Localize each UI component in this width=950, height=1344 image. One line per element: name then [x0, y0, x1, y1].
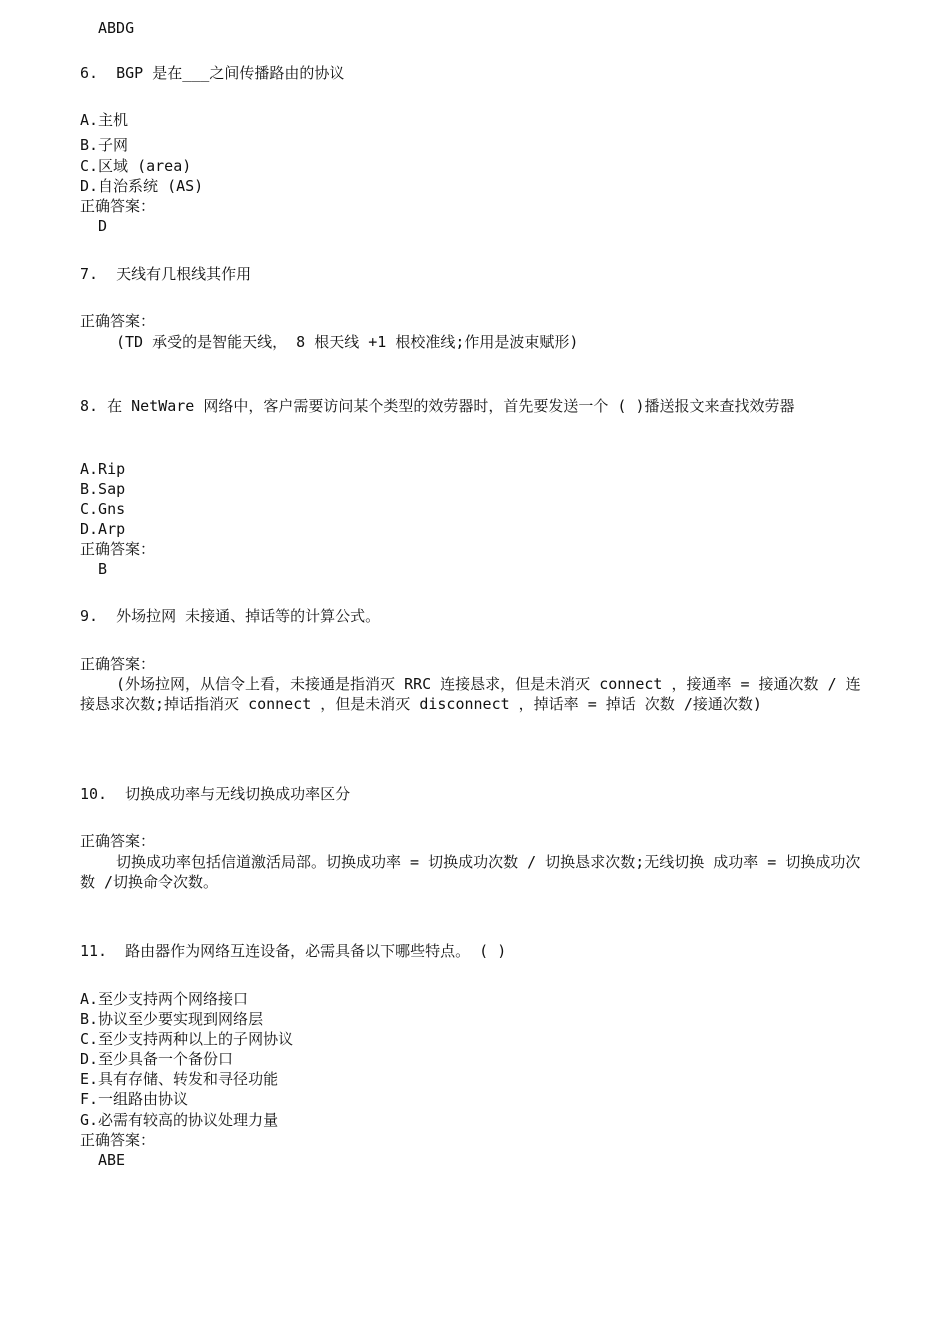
- question-6-answer-label: 正确答案：: [80, 197, 156, 215]
- question-8-option-b: B.Sap: [80, 480, 126, 498]
- question-11-answer-label: 正确答案：: [80, 1131, 156, 1149]
- question-11-option-g: G.必需有较高的协议处理力量: [80, 1111, 279, 1129]
- question-8-option-d: D.Arp: [80, 520, 126, 538]
- question-11-title: 11. 路由器作为网络互连设备，必需具备以下哪些特点。 ( ): [80, 942, 507, 960]
- question-10-answer: 切换成功率包括信道激活局部。切换成功率 = 切换成功次数 / 切换恳求次数;无线切换 成功率 = 切换成功次数 /切换命令次数。: [80, 853, 861, 891]
- question-6-answer: D: [98, 217, 108, 235]
- question-11-answer: ABE: [98, 1151, 126, 1169]
- question-8-answer-label: 正确答案：: [80, 540, 156, 558]
- question-10-title: 10. 切换成功率与无线切换成功率区分: [80, 785, 351, 803]
- question-7-answer: (TD 承受的是智能天线， 8 根天线 +1 根校准线;作用是波束赋形): [116, 333, 579, 351]
- question-9-title: 9. 外场拉网 未接通、掉话等的计算公式。: [80, 607, 381, 625]
- question-11-option-f: F.一组路由协议: [80, 1090, 189, 1108]
- question-9-answer-label: 正确答案：: [80, 655, 156, 673]
- question-11-option-d: D.至少具备一个备份口: [80, 1050, 234, 1068]
- question-7-title: 7. 天线有几根线其作用: [80, 265, 252, 283]
- question-10-answer-label: 正确答案：: [80, 832, 156, 850]
- question-11-option-b: B.协议至少要实现到网络层: [80, 1010, 264, 1028]
- question-6-option-c: C.区域 (area): [80, 157, 192, 175]
- question-11-option-c: C.至少支持两种以上的子网协议: [80, 1030, 294, 1048]
- question-6-title: 6. BGP 是在___之间传播路由的协议: [80, 64, 345, 82]
- question-9-answer: (外场拉网，从信令上看，未接通是指消灭 RRC 连接恳求，但是未消灭 connect ，接通率 = 接通次数 / 连接恳求次数;掉话指消灭 connect ，但是未消灭 disconnect ，掉话率 = 掉话 次数 /接通次数): [80, 675, 861, 713]
- question-8-answer: B: [98, 560, 108, 578]
- question-8-option-a: A.Rip: [80, 460, 126, 478]
- question-11-option-e: E.具有存储、转发和寻径功能: [80, 1070, 279, 1088]
- question-6-option-d: D.自治系统 (AS): [80, 177, 204, 195]
- prev-answer: ABDG: [98, 19, 135, 37]
- question-8-title: 8. 在 NetWare 网络中，客户需要访问某个类型的效劳器时，首先要发送一个 ( )播送报文来查找效劳器: [80, 397, 795, 415]
- question-6-option-b: B.子网: [80, 136, 129, 154]
- question-11-option-a: A.至少支持两个网络接口: [80, 990, 249, 1008]
- question-6-option-a: A.主机: [80, 111, 129, 129]
- question-8-option-c: C.Gns: [80, 500, 126, 518]
- question-7-answer-label: 正确答案：: [80, 312, 156, 330]
